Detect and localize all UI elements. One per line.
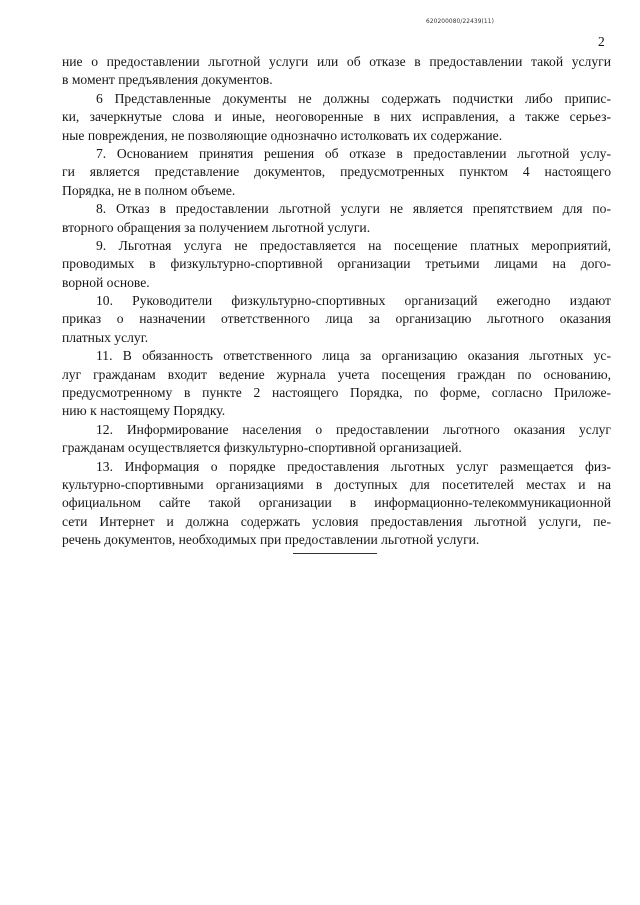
- text-line: речень документов, необходимых при предоставлении льготной услуги.: [62, 532, 480, 548]
- page-number: 2: [598, 34, 605, 49]
- text-line: нию к настоящему Порядку.: [62, 403, 226, 419]
- text-line: 10. Руководители физкультурно-спортивных организаций ежегодно издают: [96, 293, 611, 309]
- document-code: 620200080/22439(11): [426, 17, 494, 25]
- text-line: культурно-спортивными организациями в доступных для посетителей местах и на: [62, 476, 611, 492]
- text-line: ные повреждения, не позволяющие однозначно истолковать их содержание.: [62, 127, 503, 143]
- text-line: ки, зачеркнутые слова и иные, неоговоренные в них исправления, а также серьез-: [62, 109, 611, 125]
- text-line: Порядка, не в полном объеме.: [62, 182, 236, 198]
- text-line: 12. Информирование населения о предоставлении льготного оказания услуг: [96, 421, 611, 437]
- document-body: [62, 53, 611, 550]
- text-line: 7. Основанием принятия решения об отказе в предоставлении льготной услу-: [96, 145, 611, 161]
- text-line: официальном сайте такой организации в информационно-телекоммуникационной: [62, 495, 611, 511]
- text-line: 11. В обязанность ответственного лица за организацию оказания льготных ус-: [96, 348, 611, 364]
- text-line: луг гражданам входит ведение журнала учета посещения граждан по основанию,: [62, 366, 611, 382]
- text-line: 6 Представленные документы не должны содержать подчистки либо припис-: [96, 90, 611, 106]
- text-line: ворной основе.: [62, 274, 150, 290]
- text-line: приказ о назначении ответственного лица за организацию льготного оказания: [62, 311, 611, 327]
- end-divider: [293, 553, 377, 554]
- text-line: проводимых в физкультурно-спортивной организации третьими лицами на дого-: [62, 256, 611, 272]
- text-line: 9. Льготная услуга не предоставляется на посещение платных мероприятий,: [96, 237, 611, 253]
- text-line: гражданам осуществляется физкультурно-спортивной организацией.: [62, 440, 462, 456]
- text-line: 8. Отказ в предоставлении льготной услуги не является препятствием для по-: [96, 201, 611, 217]
- text-line: ги является представление документов, предусмотренных пунктом 4 настоящего: [62, 164, 611, 180]
- text-line: ние о предоставлении льготной услуги или об отказе в предоставлении такой услуги: [62, 54, 611, 69]
- text-line: 13. Информация о порядке предоставления льготных услуг размещается физ-: [96, 458, 611, 474]
- text-line: вторного обращения за получением льготной услуги.: [62, 219, 371, 235]
- text-line: сети Интернет и должна содержать условия предоставления льготной услуги, пе-: [62, 513, 611, 529]
- text-line: платных услуг.: [62, 329, 149, 345]
- text-line: предусмотренному в пункте 2 настоящего Порядка, по форме, согласно Приложе-: [62, 385, 611, 401]
- text-line: в момент предъявления документов.: [62, 72, 273, 88]
